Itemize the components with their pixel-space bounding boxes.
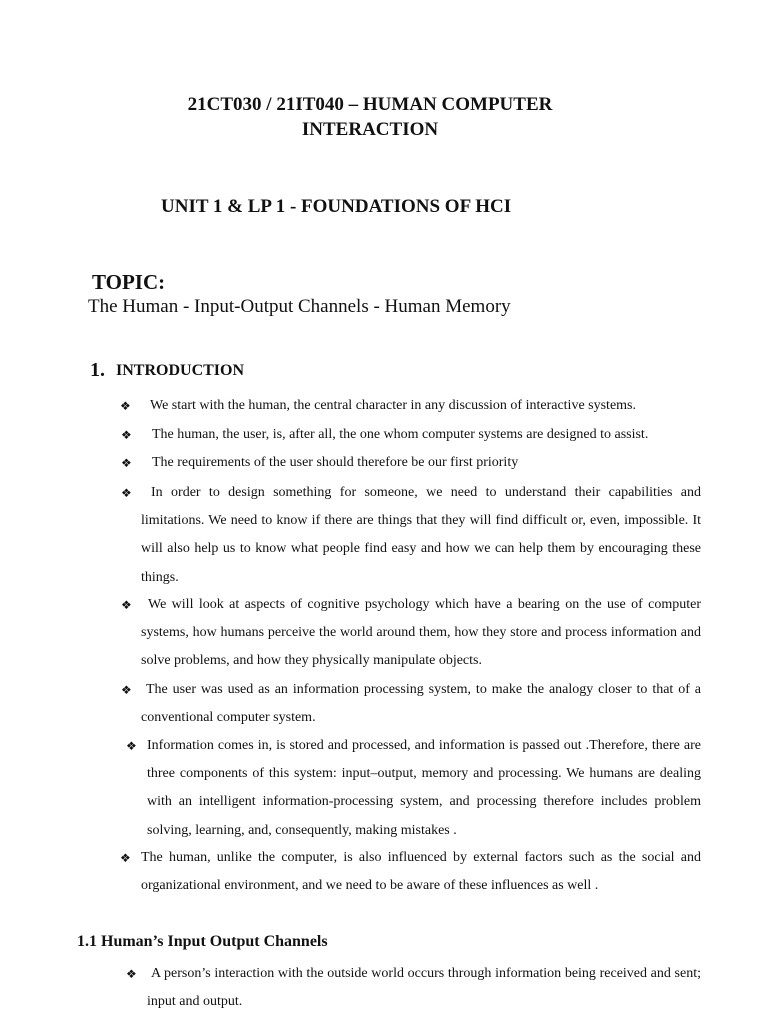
unit-heading: UNIT 1 & LP 1 - FOUNDATIONS OF HCI — [161, 196, 512, 217]
bullet-text: The user was used as an information processing system, to make the analogy closer to that of a conventional computer system. — [141, 682, 701, 726]
bullet-text: The requirements of the user should therefore be our first priority — [152, 455, 519, 470]
bullet-text: In order to design something for someone, we need to understand their capabilities and limitations. We need to know if there are things that they will find difficult or, even, impossible. It will also help us to know what people find easy and how we can help them by encouraging these things. — [141, 485, 701, 585]
bullet-text: The human, unlike the computer, is also influenced by external factors such as the social and organizational environment, and we need to be aware of these influences as well . — [141, 850, 701, 894]
bullet-text: Information comes in, is stored and processed, and information is passed out .Therefore, there are three components of this system: input–output, memory and processing. We humans are dealing with an intelligent information-processing system, and processing therefore includes problem solving, learning, and, consequently, making mistakes . — [147, 738, 701, 838]
intro-bullet-1 — [120, 392, 710, 420]
diamond-bullet-icon: ❖ — [126, 967, 137, 981]
subsection-title: 1.1 Human’s Input Output Channels — [77, 933, 328, 950]
bullet-text: We will look at aspects of cognitive psychology which have a bearing on the use of computer systems, how humans perceive the world around them, how they store and process information and solve problems, and how they physically manipulate objects. — [141, 597, 701, 669]
course-title-line-1: 21CT030 / 21IT040 – HUMAN COMPUTER — [187, 94, 553, 115]
diamond-bullet-icon: ❖ — [121, 486, 132, 500]
intro-bullet-8 — [120, 844, 701, 900]
intro-bullet-2 — [121, 421, 712, 449]
topic-text: The Human - Input-Output Channels - Human Memory — [88, 296, 511, 317]
section-title: INTRODUCTION — [116, 362, 245, 379]
intro-bullet-6 — [121, 676, 701, 732]
bullet-text: We start with the human, the central character in any discussion of interactive systems. — [150, 398, 636, 413]
course-title — [0, 92, 740, 142]
io-bullet-1 — [126, 960, 701, 1016]
intro-bullet-4 — [121, 479, 701, 592]
diamond-bullet-icon: ❖ — [120, 399, 131, 413]
intro-bullet-3 — [121, 449, 712, 477]
diamond-bullet-icon: ❖ — [121, 598, 132, 612]
diamond-bullet-icon: ❖ — [121, 456, 132, 470]
topic-label: TOPIC: — [92, 270, 166, 294]
bullet-text: The human, the user, is, after all, the one whom computer systems are designed to assist. — [152, 427, 649, 442]
diamond-bullet-icon: ❖ — [121, 683, 132, 697]
bullet-text: A person’s interaction with the outside world occurs through information being received and sent; input and output. — [147, 966, 701, 1010]
intro-bullet-5 — [121, 591, 701, 676]
diamond-bullet-icon: ❖ — [126, 739, 137, 753]
section-number: 1. — [90, 359, 105, 381]
intro-bullet-7 — [126, 732, 701, 845]
diamond-bullet-icon: ❖ — [120, 851, 131, 865]
diamond-bullet-icon: ❖ — [121, 428, 132, 442]
course-title-line-2: INTERACTION — [301, 119, 439, 140]
